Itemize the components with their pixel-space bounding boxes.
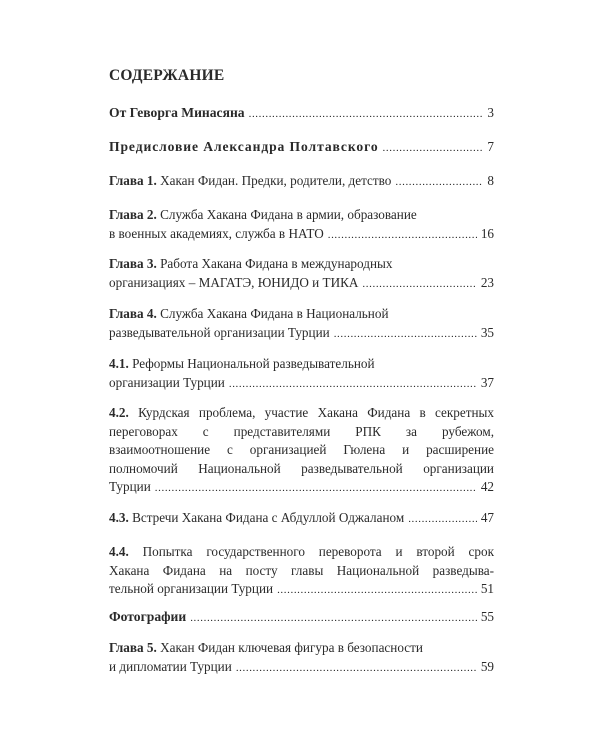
toc-entry-chapter-3[interactable] — [109, 255, 494, 293]
toc-entry-chapter-5[interactable] — [109, 639, 494, 677]
leader-dots — [334, 325, 477, 344]
toc-entry-label: 4.4. — [109, 544, 129, 559]
toc-entry-label: Глава 4. — [109, 306, 157, 321]
toc-entry-label: Глава 1. — [109, 173, 157, 188]
toc-entry-text: организациях – МАГАТЭ, ЮНИДО и ТИКА — [109, 274, 359, 290]
toc-entry-label: 4.1. — [109, 356, 129, 371]
toc-entry-text: организации Турции — [109, 374, 225, 390]
page-number: 3 — [487, 105, 494, 120]
leader-dots — [277, 581, 477, 600]
page-number: 47 — [480, 510, 494, 525]
toc-entry-text: тельной организации Турции — [109, 581, 274, 596]
toc-entry-text: Служба Хакана Фидана в Национальной — [160, 306, 389, 321]
toc-entry-section-4-4[interactable] — [109, 543, 494, 600]
page-number: 35 — [480, 324, 494, 340]
page-number: 59 — [480, 658, 494, 674]
page-title: СОДЕРЖАНИЕ — [109, 67, 225, 84]
toc-entry-chapter-2[interactable] — [109, 206, 494, 244]
toc-entry-text: Хакан Фидан ключевая фигура в безопасности — [160, 640, 423, 655]
leader-dots — [408, 510, 477, 529]
toc-entry-label: Предисловие Александра Полтавского — [109, 139, 379, 154]
page-number: 8 — [487, 173, 494, 188]
toc-entry-text: Хакан Фидан. Предки, родители, детство — [160, 173, 392, 188]
toc-entry-preface-poltavsky[interactable] — [109, 138, 494, 158]
page-number: 55 — [480, 609, 494, 624]
leader-dots — [190, 609, 477, 628]
toc-entry-label: Глава 5. — [109, 640, 157, 655]
toc-entry-foreword-minasyan[interactable] — [109, 104, 494, 124]
toc-entry-section-4-3[interactable] — [109, 509, 494, 529]
toc-entry-label: 4.2. — [109, 405, 129, 420]
toc-entry-label: 4.3. — [109, 510, 129, 525]
toc-entry-chapter-1[interactable] — [109, 172, 494, 192]
toc-entry-text: Работа Хакана Фидана в международных — [160, 256, 393, 271]
toc-entry-text: Курдская проблема, участие Хакана Фидана в секретных — [138, 405, 494, 420]
leader-dots — [249, 105, 484, 124]
toc-entry-label: Глава 2. — [109, 207, 157, 222]
page-number: 7 — [487, 139, 494, 154]
leader-dots — [383, 139, 484, 158]
page-number: 16 — [480, 225, 494, 241]
toc-entry-text: и дипломатии Турции — [109, 658, 232, 674]
leader-dots — [362, 275, 476, 294]
toc-entry-section-4-1[interactable] — [109, 355, 494, 393]
toc-entry-text: полномочий Национальной разведывательной организации — [109, 460, 494, 476]
toc-entry-text: переговорах с представителями РПК за рубежом, — [109, 423, 494, 439]
toc-entry-text: Хакана Фидана на посту главы Национальной разведыва- — [109, 562, 494, 578]
toc-entry-text: взаимоотношение с организацией Гюлена и расширение — [109, 442, 494, 457]
page-number: 37 — [480, 374, 494, 390]
page-number: 51 — [480, 581, 494, 596]
toc-entry-text: Попытка государственного переворота и второй срок — [142, 544, 495, 559]
leader-dots — [328, 226, 477, 245]
toc-entry-section-4-2[interactable] — [109, 404, 494, 498]
toc-entry-label: Фотографии — [109, 609, 187, 624]
toc-entry-label: От Геворга Минасяна — [109, 105, 245, 120]
page-number: 42 — [480, 479, 494, 494]
toc-entry-text: Служба Хакана Фидана в армии, образование — [160, 207, 417, 222]
toc-entry-text: Турции — [109, 479, 151, 494]
toc-entry-text: в военных академиях, служба в НАТО — [109, 225, 324, 241]
toc-entry-text: Встречи Хакана Фидана с Абдуллой Оджаланом — [132, 510, 405, 525]
toc-entry-label: Глава 3. — [109, 256, 157, 271]
toc-entry-photographs[interactable] — [109, 608, 494, 628]
toc-entry-text: Реформы Национальной разведывательной — [132, 356, 375, 371]
leader-dots — [155, 479, 477, 498]
leader-dots — [236, 659, 477, 678]
toc-entry-text: разведывательной организации Турции — [109, 324, 330, 340]
toc-entry-chapter-4[interactable] — [109, 305, 494, 343]
page-number: 23 — [480, 274, 494, 290]
leader-dots — [395, 173, 483, 192]
leader-dots — [229, 375, 477, 394]
